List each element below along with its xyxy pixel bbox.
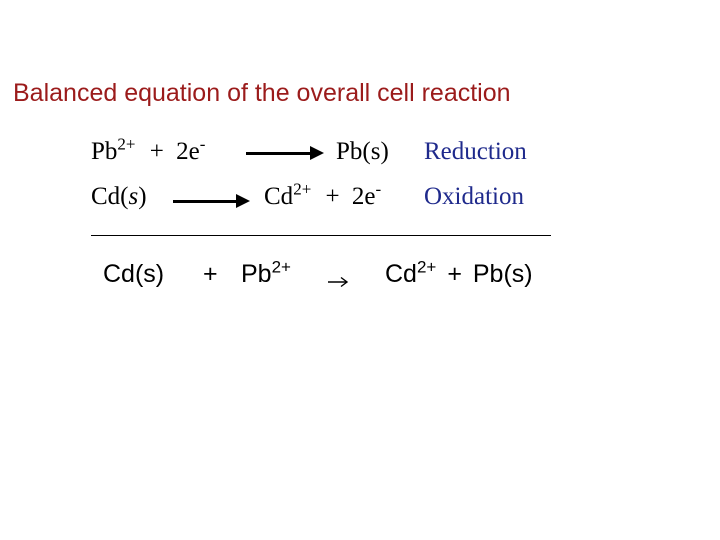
overall-product-1: Cd bbox=[385, 260, 417, 288]
reduction-reactants bbox=[91, 134, 206, 166]
oxidation-reactant bbox=[91, 183, 147, 211]
oxidation-label: Oxidation bbox=[424, 183, 524, 210]
overall-plus-1: + bbox=[203, 260, 218, 288]
overall-product-1-charge: 2+ bbox=[416, 257, 437, 277]
reduction-electrons: 2e bbox=[176, 138, 200, 165]
oxidation-product: Cd bbox=[264, 183, 294, 210]
oxidation-arrow-head bbox=[236, 194, 250, 208]
oxidation-products bbox=[264, 179, 382, 211]
oxidation-electron-charge: - bbox=[375, 179, 382, 199]
oxidation-arrow-shaft bbox=[173, 200, 238, 203]
overall-reactant-2-charge: 2+ bbox=[271, 257, 291, 277]
oxidation-reactant-state: s bbox=[128, 183, 139, 210]
reduction-arrow-shaft bbox=[246, 152, 312, 155]
oxidation-reactant-base: Cd( bbox=[91, 183, 129, 210]
reduction-reactant: Pb bbox=[91, 138, 118, 165]
overall-reactant-1: Cd(s) bbox=[103, 260, 165, 288]
oxidation-plus: + bbox=[325, 183, 340, 210]
reduction-plus: + bbox=[149, 138, 164, 165]
right-arrow-icon bbox=[327, 276, 349, 288]
oxidation-reactant-close: ) bbox=[138, 183, 147, 210]
overall-product-2: Pb(s) bbox=[472, 260, 533, 288]
oxidation-product-charge: 2+ bbox=[293, 179, 312, 199]
reduction-product: Pb(s) bbox=[336, 138, 389, 165]
oxidation-electrons: 2e bbox=[351, 183, 376, 210]
reduction-electron-charge: - bbox=[199, 134, 206, 154]
overall-reactant-2-symbol: Pb bbox=[241, 260, 272, 288]
overall-reactant-2 bbox=[241, 257, 291, 289]
summation-divider bbox=[91, 235, 551, 236]
page-title: Balanced equation of the overall cell reaction bbox=[13, 79, 511, 107]
reduction-reactant-charge: 2+ bbox=[117, 134, 136, 154]
overall-plus-2: + bbox=[447, 260, 462, 288]
reduction-arrow-head bbox=[310, 146, 324, 160]
reduction-label: Reduction bbox=[424, 138, 527, 165]
overall-products bbox=[385, 257, 533, 289]
